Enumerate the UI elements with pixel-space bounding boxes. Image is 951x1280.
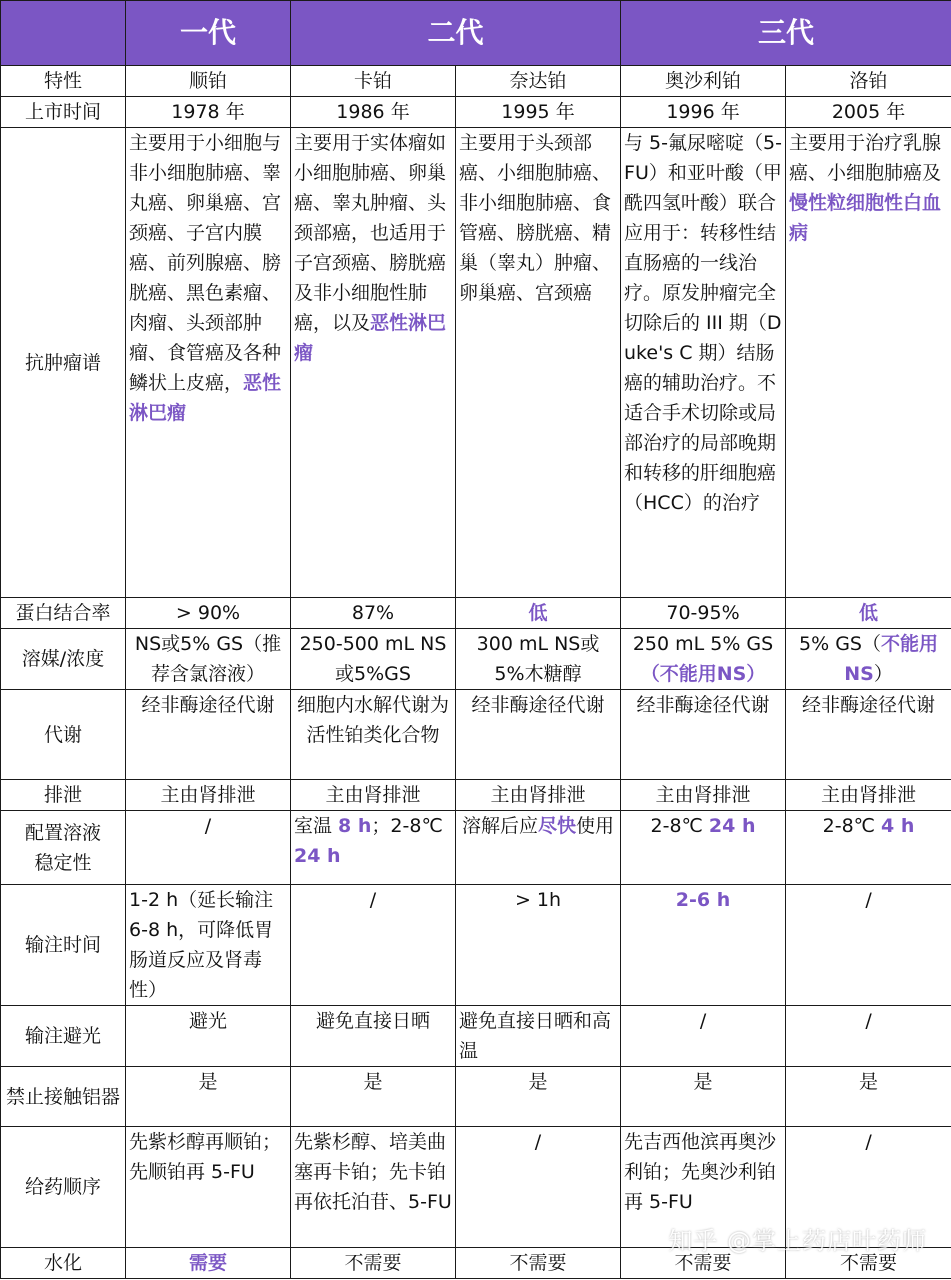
- header-corner: [1, 1, 126, 66]
- excretion-row: [1, 780, 951, 811]
- metabolism-oxaliplatin: 经非酶途径代谢: [621, 690, 786, 780]
- hydration-oxaliplatin: 不需要: [621, 1248, 786, 1279]
- hydration-cisplatin: 需要: [126, 1248, 291, 1279]
- protein-lobaplatin: 低: [786, 598, 951, 629]
- stability-oxaliplatin: [621, 811, 786, 885]
- stability-carboplatin: [291, 811, 456, 885]
- stability-carboplatin-highlight-1: 8 h: [338, 815, 372, 837]
- stability-oxaliplatin-text: 2-8℃: [650, 815, 709, 837]
- aluminum-lobaplatin: 是: [786, 1067, 951, 1127]
- spectrum-lobaplatin-text: 主要用于治疗乳腺癌、小细胞肺癌及: [789, 132, 942, 184]
- stability-nedaplatin-text-a: 溶解后应: [461, 815, 538, 837]
- solvent-oxaliplatin-highlight: 不能用NS: [659, 663, 747, 685]
- protein-oxaliplatin: 70-95%: [621, 598, 786, 629]
- order-cisplatin: 先紫杉醇再顺铂；先顺铂再 5-FU: [126, 1127, 291, 1248]
- launch-oxaliplatin: 1996 年: [621, 97, 786, 128]
- infusion-time-row: [1, 885, 951, 1006]
- solvent-oxaliplatin-paren-close: ）: [746, 663, 766, 685]
- row-label-stability: [1, 811, 126, 885]
- spectrum-carboplatin-highlight: 恶性淋巴瘤: [294, 312, 447, 364]
- aluminum-carboplatin: 是: [291, 1067, 456, 1127]
- solvent-lobaplatin-paren-close: ）: [873, 663, 893, 685]
- spectrum-carboplatin-text: 主要用于实体瘤如小细胞肺癌、卵巢癌、睾丸肿瘤、头颈部癌，也适用于子宫颈癌、膀胱癌及非小细胞性肺癌，以及: [294, 132, 447, 334]
- row-label-metabolism: 代谢: [1, 690, 126, 780]
- infusion-time-nedaplatin: > 1h: [456, 885, 621, 1006]
- order-carboplatin: 先紫杉醇、培美曲塞再卡铂；先卡铂再依托泊苷、5-FU: [291, 1127, 456, 1248]
- generation-2-header: 二代: [291, 1, 621, 66]
- drug-name-row: [1, 66, 951, 97]
- order-row: [1, 1127, 951, 1248]
- aluminum-oxaliplatin: 是: [621, 1067, 786, 1127]
- protein-row: [1, 598, 951, 629]
- row-label-stability-line1: 配置溶液: [24, 821, 101, 844]
- row-label-launch: 上市时间: [1, 97, 126, 128]
- infusion-time-cisplatin: 1-2 h（延长输注 6-8 h，可降低胃肠道反应及肾毒性）: [126, 885, 291, 1006]
- metabolism-cisplatin: 经非酶途径代谢: [126, 690, 291, 780]
- row-label-order: 给药顺序: [1, 1127, 126, 1248]
- light-oxaliplatin: /: [621, 1006, 786, 1067]
- infusion-time-lobaplatin: /: [786, 885, 951, 1006]
- stability-lobaplatin: [786, 811, 951, 885]
- protein-carboplatin: 87%: [291, 598, 456, 629]
- excretion-cisplatin: 主由肾排泄: [126, 780, 291, 811]
- hydration-nedaplatin: 不需要: [456, 1248, 621, 1279]
- launch-carboplatin: 1986 年: [291, 97, 456, 128]
- generation-3-header: 三代: [621, 1, 951, 66]
- excretion-oxaliplatin: 主由肾排泄: [621, 780, 786, 811]
- light-carboplatin: 避免直接日晒: [291, 1006, 456, 1067]
- solvent-nedaplatin: 300 mL NS或 5%木糖醇: [456, 629, 621, 690]
- drug-lobaplatin: 洛铂: [786, 66, 951, 97]
- stability-lobaplatin-highlight: 4 h: [881, 815, 915, 837]
- light-lobaplatin: /: [786, 1006, 951, 1067]
- stability-nedaplatin-text-b: 使用: [576, 815, 615, 837]
- spectrum-nedaplatin: 主要用于头颈部癌、小细胞肺癌、非小细胞肺癌、食管癌、膀胱癌、精巢（睾丸）肿瘤、卵巢癌、宫颈癌: [456, 128, 621, 598]
- aluminum-nedaplatin: 是: [456, 1067, 621, 1127]
- spectrum-cisplatin-highlight: 恶性淋巴瘤: [129, 372, 282, 424]
- light-cisplatin: 避光: [126, 1006, 291, 1067]
- solvent-lobaplatin: [786, 629, 951, 690]
- spectrum-row: [1, 128, 951, 598]
- stability-cisplatin: /: [126, 811, 291, 885]
- hydration-carboplatin: 不需要: [291, 1248, 456, 1279]
- excretion-lobaplatin: 主由肾排泄: [786, 780, 951, 811]
- row-label-hydration: 水化: [1, 1248, 126, 1279]
- metabolism-carboplatin: 细胞内水解代谢为活性铂类化合物: [291, 690, 456, 780]
- infusion-time-carboplatin: /: [291, 885, 456, 1006]
- spectrum-lobaplatin: [786, 128, 951, 598]
- stability-nedaplatin-highlight: 尽快: [538, 815, 577, 837]
- spectrum-cisplatin: [126, 128, 291, 598]
- drug-cisplatin: 顺铂: [126, 66, 291, 97]
- protein-nedaplatin: 低: [456, 598, 621, 629]
- row-label-infusion-time: 输注时间: [1, 885, 126, 1006]
- generation-header-row: [1, 1, 951, 66]
- generation-1-header: 一代: [126, 1, 291, 66]
- launch-nedaplatin: 1995 年: [456, 97, 621, 128]
- row-label-protein: 蛋白结合率: [1, 598, 126, 629]
- launch-row: [1, 97, 951, 128]
- stability-carboplatin-highlight-2: 24 h: [294, 845, 341, 867]
- drug-oxaliplatin: 奥沙利铂: [621, 66, 786, 97]
- stability-lobaplatin-text: 2-8℃: [822, 815, 882, 837]
- drug-nedaplatin: 奈达铂: [456, 66, 621, 97]
- excretion-carboplatin: 主由肾排泄: [291, 780, 456, 811]
- solvent-carboplatin: 250-500 mL NS 或5%GS: [291, 629, 456, 690]
- hydration-row: [1, 1248, 951, 1279]
- row-label-spectrum: 抗肿瘤谱: [1, 128, 126, 598]
- metabolism-row: [1, 690, 951, 780]
- order-lobaplatin: /: [786, 1127, 951, 1248]
- drug-carboplatin: 卡铂: [291, 66, 456, 97]
- solvent-row: [1, 629, 951, 690]
- launch-lobaplatin: 2005 年: [786, 97, 951, 128]
- protein-cisplatin: > 90%: [126, 598, 291, 629]
- hydration-lobaplatin: 不需要: [786, 1248, 951, 1279]
- stability-carboplatin-text-b: ；2-8℃: [371, 815, 443, 837]
- row-label-stability-line2: 稳定性: [34, 851, 92, 874]
- stability-row: [1, 811, 951, 885]
- excretion-nedaplatin: 主由肾排泄: [456, 780, 621, 811]
- spectrum-carboplatin: [291, 128, 456, 598]
- spectrum-oxaliplatin: 与 5-氟尿嘧啶（5- FU）和亚叶酸（甲酰四氢叶酸）联合应用于：转移性结直肠癌的一线治疗。原发肿瘤完全切除后的 III 期（Duke's C 期）结肠癌的辅助治疗。不适合手术切除或局部治疗的局部晚期和转移的肝细胞癌（HCC）的治疗: [621, 128, 786, 598]
- solvent-lobaplatin-main: 5% GS（: [799, 633, 881, 655]
- order-nedaplatin: /: [456, 1127, 621, 1248]
- aluminum-row: [1, 1067, 951, 1127]
- aluminum-cisplatin: 是: [126, 1067, 291, 1127]
- row-label-excretion: 排泄: [1, 780, 126, 811]
- order-oxaliplatin: 先吉西他滨再奥沙利铂；先奥沙利铂再 5-FU: [621, 1127, 786, 1248]
- solvent-oxaliplatin: [621, 629, 786, 690]
- infusion-time-oxaliplatin: 2-6 h: [621, 885, 786, 1006]
- light-row: [1, 1006, 951, 1067]
- stability-carboplatin-text-a: 室温: [294, 815, 339, 837]
- light-nedaplatin: 避免直接日晒和高温: [456, 1006, 621, 1067]
- spectrum-lobaplatin-highlight: 慢性粒细胞性白血病: [789, 192, 942, 244]
- solvent-oxaliplatin-main: 250 mL 5% GS: [632, 633, 774, 655]
- solvent-cisplatin: NS或5% GS（推荐含氯溶液）: [126, 629, 291, 690]
- spectrum-cisplatin-text: 主要用于小细胞与非小细胞肺癌、睾丸癌、卵巢癌、宫颈癌、子宫内膜癌、前列腺癌、膀胱癌、黑色素瘤、肉瘤、头颈部肿瘤、食管癌及各种鳞状上皮癌，: [129, 132, 282, 394]
- row-label-solvent: 溶媒/浓度: [1, 629, 126, 690]
- row-label-aluminum: 禁止接触铝器: [1, 1067, 126, 1127]
- stability-nedaplatin: [456, 811, 621, 885]
- row-label-light: 输注避光: [1, 1006, 126, 1067]
- solvent-oxaliplatin-paren-open: （: [640, 663, 660, 685]
- launch-cisplatin: 1978 年: [126, 97, 291, 128]
- watermark: 知乎 @掌上药店叶药师: [668, 1227, 927, 1255]
- row-label-property: 特性: [1, 66, 126, 97]
- solvent-lobaplatin-highlight: 不能用 NS: [844, 633, 939, 685]
- metabolism-nedaplatin: 经非酶途径代谢: [456, 690, 621, 780]
- stability-oxaliplatin-highlight: 24 h: [708, 815, 756, 837]
- metabolism-lobaplatin: 经非酶途径代谢: [786, 690, 951, 780]
